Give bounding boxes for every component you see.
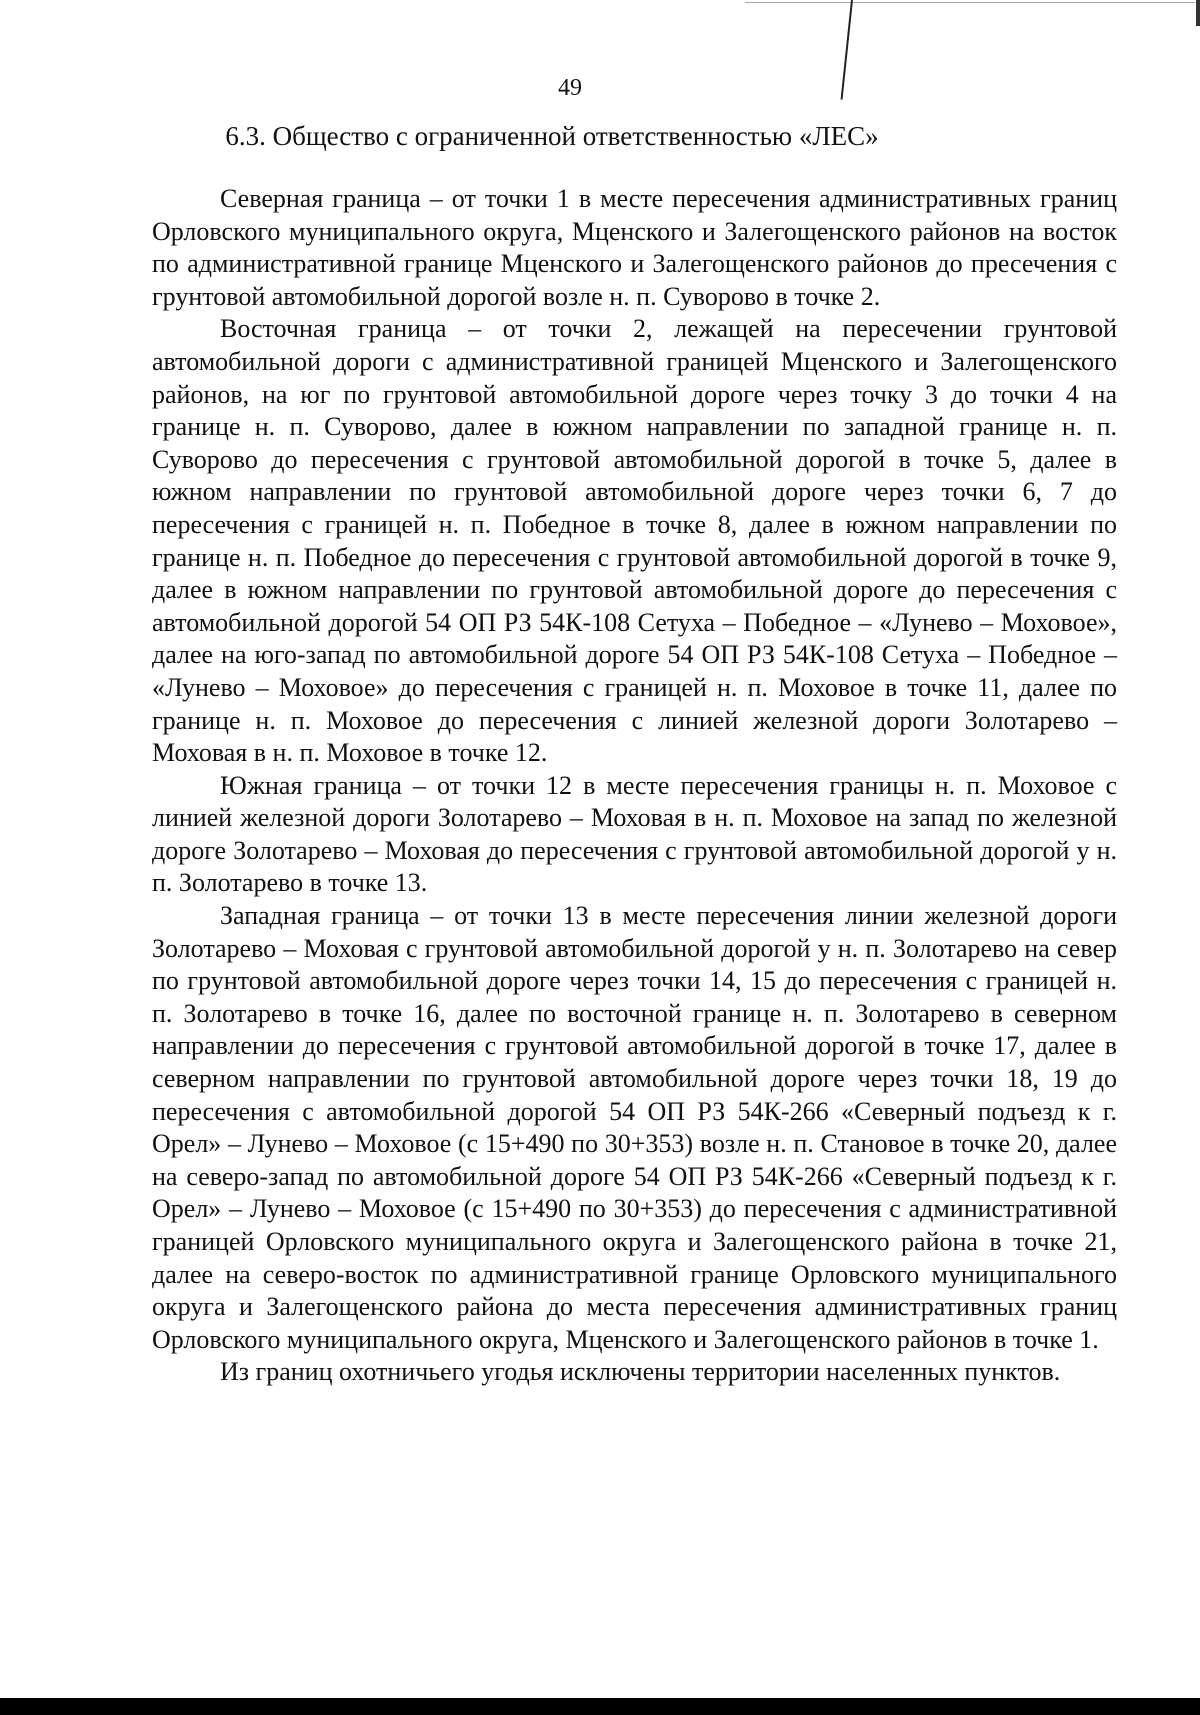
paragraph-north-border: Северная граница – от точки 1 в месте пересечения административных границ Орловского муниципального округа, Мценского и Залегощенского районов на восток по административной границе Мценского и Залегощенского районов до пресечения с грунтовой автомобильной дорогой возле н. п. Суворово в точке 2.	[152, 184, 1117, 311]
section-heading: 6.3. Общество с ограниченной ответственностью «ЛЕС»	[225, 121, 879, 151]
paragraph-south-border: Южная граница – от точки 12 в месте пересечения границы н. п. Моховое с линией железной дороги Золотарево – Моховая в н. п. Моховое на запад по железной дороге Золотарево – Моховая до пересечения с грунтовой автомобильной дорогой у н. п. Золотарево в точке 13.	[152, 770, 1117, 898]
document-body	[152, 183, 1117, 1389]
page-number: 49	[558, 75, 582, 101]
paragraph-exclusions: Из границ охотничьего угодья исключены территории населенных пунктов.	[220, 1357, 1061, 1387]
paragraph-west-border: Западная граница – от точки 13 в месте пересечения линии железной дороги Золотарево – Моховая с грунтовой автомобильной дорогой у н. п. Золотарево на север по грунтовой автомобильной дороге через точки 14, 15 до пересечения с границей н. п. Золотарево в точке 16, далее по восточной границе н. п. Золотарево в северном направлении до пересечения с грунтовой автомобильной дорогой в точке 17, далее в северном направлении по грунтовой автомобильной дороге через точки 18, 19 до пересечения с автомобильной дорогой 54 ОП РЗ 54К-266 «Северный подъезд к г. Орел» – Лунево – Моховое (с 15+490 по 30+353) возле н. п. Становое в точке 20, далее на северо-запад по автомобильной дороге 54 ОП РЗ 54К-266 «Северный подъезд к г. Орел» – Лунево – Моховое (с 15+490 по 30+353) до пересечения с административной границей Орловского муниципального округа и Залегощенского района в точке 21, далее на северо-восток по административной границе Орловского муниципального округа и Залегощенского района до места пересечения административных границ Орловского муниципального округа, Мценского и Залегощенского районов в точке 1.	[152, 901, 1117, 1354]
scan-artifact-top-line	[745, 2, 1195, 3]
scan-artifact-right-edge	[1196, 0, 1200, 26]
paragraph-east-border: Восточная граница – от точки 2, лежащей на пересечении грунтовой автомобильной дороги с административной границей Мценского и Залегощенского районов, на юг по грунтовой автомобильной дороге через точку 3 до точки 4 на границе н. п. Суворово, далее в южном направлении по западной границе н. п. Суворово до пересечения с грунтовой автомобильной дорогой в точке 5, далее в южном направлении по грунтовой автомобильной дороге через точки 6, 7 до пересечения с границей н. п. Победное в точке 8, далее в южном направлении по границе н. п. Победное до пересечения с грунтовой автомобильной дорогой в точке 9, далее в южном направлении по грунтовой автомобильной дороге до пересечения с автомобильной дорогой 54 ОП РЗ 54К-108 Сетуха – Победное – «Лунево – Моховое», далее на юго-запад по автомобильной дороге 54 ОП РЗ 54К-108 Сетуха – Победное – «Лунево – Моховое» до пересечения с границей н. п. Моховое в точке 11, далее по границе н. п. Моховое до пересечения с линией железной дороги Золотарево – Моховая в н. п. Моховое в точке 12.	[152, 314, 1117, 768]
scan-artifact-bottom-bar	[0, 1698, 1200, 1715]
